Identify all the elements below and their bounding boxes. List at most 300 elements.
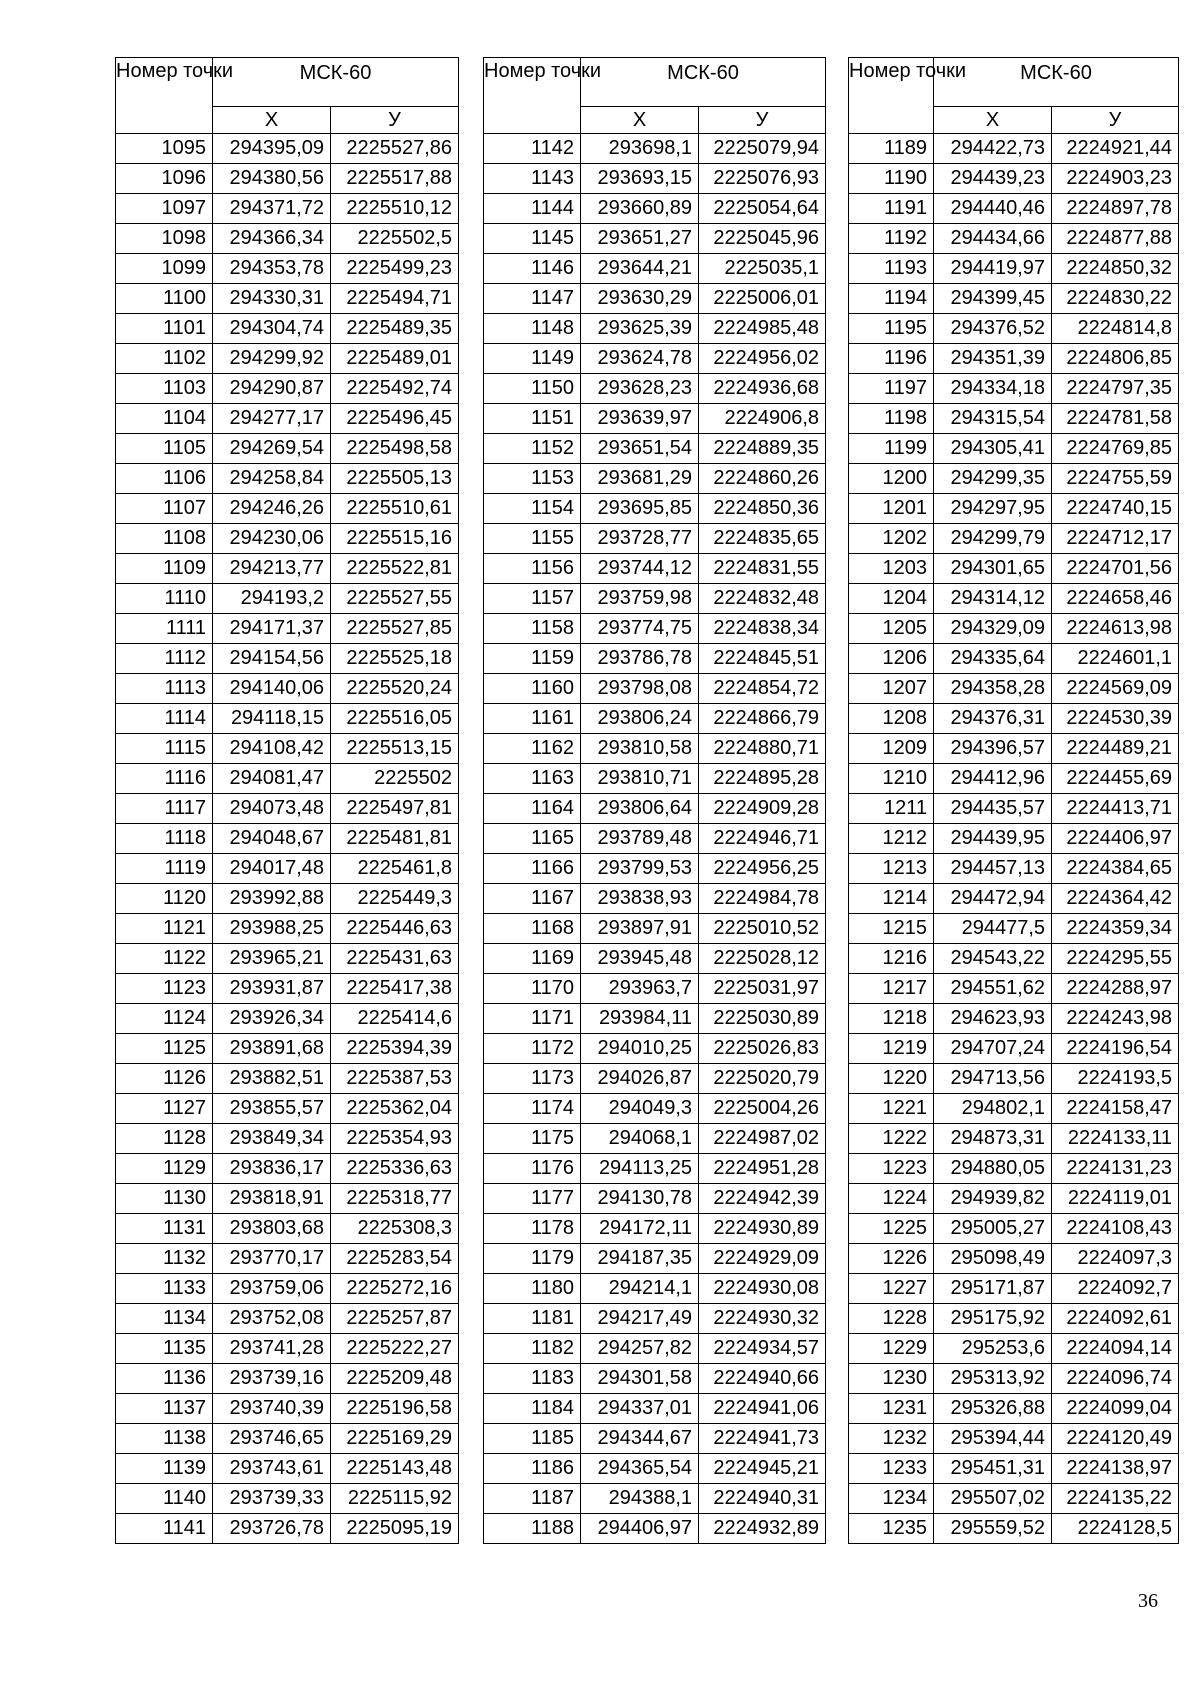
point-number-cell: 1136: [116, 1364, 213, 1394]
table-row: [116, 164, 459, 194]
table-row: [849, 1244, 1179, 1274]
point-number-cell: 1196: [849, 344, 934, 374]
point-number-cell: 1233: [849, 1454, 934, 1484]
x-coordinate-cell: 294477,5: [934, 914, 1052, 944]
table-row: [484, 1034, 826, 1064]
x-coordinate-cell: 294439,95: [934, 824, 1052, 854]
x-coordinate-cell: 294543,22: [934, 944, 1052, 974]
table-row: [116, 854, 459, 884]
x-coordinate-cell: 293740,39: [213, 1394, 331, 1424]
table-row: [484, 914, 826, 944]
x-coordinate-cell: 294551,62: [934, 974, 1052, 1004]
x-coordinate-cell: 293693,15: [581, 164, 699, 194]
point-number-cell: 1231: [849, 1394, 934, 1424]
x-coordinate-cell: 294330,31: [213, 284, 331, 314]
point-number-cell: 1208: [849, 704, 934, 734]
y-coordinate-cell: 2224406,97: [1052, 824, 1179, 854]
point-number-cell: 1116: [116, 764, 213, 794]
table-row: [849, 734, 1179, 764]
x-coordinate-cell: 294440,46: [934, 194, 1052, 224]
point-number-cell: 1098: [116, 224, 213, 254]
x-coordinate-cell: 294353,78: [213, 254, 331, 284]
table-row: [116, 1154, 459, 1184]
table-row: [484, 734, 826, 764]
point-number-cell: 1202: [849, 524, 934, 554]
x-header: Х: [934, 107, 1052, 134]
point-number-cell: 1127: [116, 1094, 213, 1124]
x-coordinate-cell: 293849,34: [213, 1124, 331, 1154]
y-coordinate-cell: 2224099,04: [1052, 1394, 1179, 1424]
point-number-cell: 1221: [849, 1094, 934, 1124]
x-coordinate-cell: 294880,05: [934, 1154, 1052, 1184]
y-coordinate-cell: 2225496,45: [331, 404, 459, 434]
point-number-cell: 1194: [849, 284, 934, 314]
y-coordinate-cell: 2224133,11: [1052, 1124, 1179, 1154]
y-coordinate-cell: 2225417,38: [331, 974, 459, 1004]
x-coordinate-cell: 293726,78: [213, 1514, 331, 1544]
x-coordinate-cell: 294214,1: [581, 1274, 699, 1304]
x-coordinate-cell: 293681,29: [581, 464, 699, 494]
x-coordinate-cell: 294301,65: [934, 554, 1052, 584]
point-number-cell: 1138: [116, 1424, 213, 1454]
x-coordinate-cell: 293988,25: [213, 914, 331, 944]
x-coordinate-cell: 293838,93: [581, 884, 699, 914]
table-row: [484, 794, 826, 824]
y-coordinate-cell: 2224806,85: [1052, 344, 1179, 374]
table-row: [116, 1214, 459, 1244]
y-coordinate-cell: 2224906,8: [699, 404, 826, 434]
x-coordinate-cell: 294217,49: [581, 1304, 699, 1334]
point-number-cell: 1175: [484, 1124, 581, 1154]
table-row: [849, 434, 1179, 464]
table-row: [484, 1424, 826, 1454]
table-row: [849, 944, 1179, 974]
point-number-cell: 1132: [116, 1244, 213, 1274]
point-number-cell: 1114: [116, 704, 213, 734]
x-coordinate-cell: 294017,48: [213, 854, 331, 884]
y-coordinate-cell: 2225004,26: [699, 1094, 826, 1124]
y-coordinate-cell: 2224413,71: [1052, 794, 1179, 824]
point-number-cell: 1143: [484, 164, 581, 194]
x-coordinate-cell: 295507,02: [934, 1484, 1052, 1514]
x-coordinate-cell: 294713,56: [934, 1064, 1052, 1094]
point-number-cell: 1156: [484, 554, 581, 584]
x-coordinate-cell: 294290,87: [213, 374, 331, 404]
y-coordinate-cell: 2224288,97: [1052, 974, 1179, 1004]
table-row: [849, 404, 1179, 434]
y-coordinate-cell: 2224936,68: [699, 374, 826, 404]
x-coordinate-cell: 294399,45: [934, 284, 1052, 314]
coordinate-system-header: МСК-60: [213, 58, 459, 107]
x-coordinate-cell: 293891,68: [213, 1034, 331, 1064]
y-coordinate-cell: 2225196,58: [331, 1394, 459, 1424]
point-number-cell: 1193: [849, 254, 934, 284]
point-number-cell: 1181: [484, 1304, 581, 1334]
y-coordinate-cell: 2225209,48: [331, 1364, 459, 1394]
x-coordinate-cell: 294010,25: [581, 1034, 699, 1064]
point-number-cell: 1142: [484, 134, 581, 164]
y-coordinate-cell: 2225520,24: [331, 674, 459, 704]
point-number-cell: 1148: [484, 314, 581, 344]
x-coordinate-cell: 293739,16: [213, 1364, 331, 1394]
x-coordinate-cell: 294301,58: [581, 1364, 699, 1394]
table-row: [849, 1394, 1179, 1424]
table-row: [116, 674, 459, 704]
table-row: [849, 194, 1179, 224]
point-number-cell: 1182: [484, 1334, 581, 1364]
table-row: [116, 1094, 459, 1124]
x-coordinate-cell: 293965,21: [213, 944, 331, 974]
point-number-cell: 1133: [116, 1274, 213, 1304]
y-coordinate-cell: 2225502: [331, 764, 459, 794]
point-number-cell: 1128: [116, 1124, 213, 1154]
point-number-cell: 1157: [484, 584, 581, 614]
table-row: [849, 1004, 1179, 1034]
table-row: [849, 764, 1179, 794]
point-number-cell: 1160: [484, 674, 581, 704]
x-coordinate-cell: 294140,06: [213, 674, 331, 704]
y-coordinate-cell: 2224092,7: [1052, 1274, 1179, 1304]
x-coordinate-cell: 295451,31: [934, 1454, 1052, 1484]
point-number-cell: 1213: [849, 854, 934, 884]
point-number-cell: 1122: [116, 944, 213, 974]
point-number-cell: 1219: [849, 1034, 934, 1064]
x-coordinate-cell: 293789,48: [581, 824, 699, 854]
y-coordinate-cell: 2224769,85: [1052, 434, 1179, 464]
point-number-cell: 1210: [849, 764, 934, 794]
point-number-cell: 1152: [484, 434, 581, 464]
table-row: [484, 1364, 826, 1394]
table-row: [849, 1124, 1179, 1154]
table-row: [484, 644, 826, 674]
point-number-cell: 1230: [849, 1364, 934, 1394]
table-row: [849, 884, 1179, 914]
y-header: У: [1052, 107, 1179, 134]
x-coordinate-cell: 293628,23: [581, 374, 699, 404]
point-number-cell: 1097: [116, 194, 213, 224]
table-row: [116, 554, 459, 584]
y-coordinate-cell: 2224092,61: [1052, 1304, 1179, 1334]
y-coordinate-cell: 2224489,21: [1052, 734, 1179, 764]
y-coordinate-cell: 2225414,6: [331, 1004, 459, 1034]
table-row: [849, 1334, 1179, 1364]
point-number-cell: 1095: [116, 134, 213, 164]
point-number-cell: 1151: [484, 404, 581, 434]
table-row: [484, 1214, 826, 1244]
table-row: [484, 704, 826, 734]
x-coordinate-cell: 294388,1: [581, 1484, 699, 1514]
y-coordinate-cell: 2225026,83: [699, 1034, 826, 1064]
y-coordinate-cell: 2224364,42: [1052, 884, 1179, 914]
point-number-cell: 1101: [116, 314, 213, 344]
point-number-cell: 1153: [484, 464, 581, 494]
point-number-cell: 1155: [484, 524, 581, 554]
y-coordinate-cell: 2224929,09: [699, 1244, 826, 1274]
y-coordinate-cell: 2224097,3: [1052, 1244, 1179, 1274]
point-number-cell: 1135: [116, 1334, 213, 1364]
x-coordinate-cell: 293744,12: [581, 554, 699, 584]
coordinates-table-2: [483, 57, 826, 1544]
table-row: [849, 314, 1179, 344]
table-row: [484, 614, 826, 644]
x-coordinate-cell: 293803,68: [213, 1214, 331, 1244]
table-row: [484, 824, 826, 854]
x-coordinate-cell: 294395,09: [213, 134, 331, 164]
point-number-cell: 1225: [849, 1214, 934, 1244]
y-coordinate-cell: 2224903,23: [1052, 164, 1179, 194]
y-coordinate-cell: 2224934,57: [699, 1334, 826, 1364]
y-coordinate-cell: 2225020,79: [699, 1064, 826, 1094]
y-coordinate-cell: 2224932,89: [699, 1514, 826, 1544]
y-coordinate-cell: 2224712,17: [1052, 524, 1179, 554]
y-coordinate-cell: 2224120,49: [1052, 1424, 1179, 1454]
point-number-cell: 1223: [849, 1154, 934, 1184]
y-coordinate-cell: 2225035,1: [699, 254, 826, 284]
y-coordinate-cell: 2224096,74: [1052, 1364, 1179, 1394]
x-coordinate-cell: 293741,28: [213, 1334, 331, 1364]
point-number-cell: 1165: [484, 824, 581, 854]
table-row: [116, 1304, 459, 1334]
x-coordinate-cell: 294439,23: [934, 164, 1052, 194]
table-row: [849, 464, 1179, 494]
table-row: [484, 674, 826, 704]
point-number-cell: 1217: [849, 974, 934, 1004]
y-coordinate-cell: 2225498,58: [331, 434, 459, 464]
point-number-cell: 1162: [484, 734, 581, 764]
x-coordinate-cell: 294396,57: [934, 734, 1052, 764]
table-row: [116, 1394, 459, 1424]
table-row: [849, 974, 1179, 1004]
point-number-cell: 1103: [116, 374, 213, 404]
table-row: [484, 1094, 826, 1124]
y-coordinate-cell: 2225489,35: [331, 314, 459, 344]
x-coordinate-cell: 293806,64: [581, 794, 699, 824]
y-coordinate-cell: 2224946,71: [699, 824, 826, 854]
y-coordinate-cell: 2225318,77: [331, 1184, 459, 1214]
y-coordinate-cell: 2224797,35: [1052, 374, 1179, 404]
point-number-cell: 1111: [116, 614, 213, 644]
x-coordinate-cell: 293651,54: [581, 434, 699, 464]
x-coordinate-cell: 294314,12: [934, 584, 1052, 614]
table-row: [116, 1184, 459, 1214]
table-row: [484, 1004, 826, 1034]
x-coordinate-cell: 294376,31: [934, 704, 1052, 734]
x-coordinate-cell: 294351,39: [934, 344, 1052, 374]
table-row: [484, 974, 826, 1004]
x-coordinate-cell: 294376,52: [934, 314, 1052, 344]
table-row: [484, 284, 826, 314]
point-number-cell: 1118: [116, 824, 213, 854]
x-coordinate-cell: 293746,65: [213, 1424, 331, 1454]
table-row: [116, 1484, 459, 1514]
y-coordinate-cell: 2224921,44: [1052, 134, 1179, 164]
x-coordinate-cell: 294299,79: [934, 524, 1052, 554]
table-row: [484, 854, 826, 884]
table-row: [849, 704, 1179, 734]
y-coordinate-cell: 2224569,09: [1052, 674, 1179, 704]
y-coordinate-cell: 2225513,15: [331, 734, 459, 764]
y-coordinate-cell: 2224941,73: [699, 1424, 826, 1454]
point-number-cell: 1115: [116, 734, 213, 764]
y-coordinate-cell: 2224740,15: [1052, 494, 1179, 524]
table-row: [849, 584, 1179, 614]
point-number-cell: 1195: [849, 314, 934, 344]
point-number-cell: 1113: [116, 674, 213, 704]
table-row: [116, 1454, 459, 1484]
point-number-cell: 1104: [116, 404, 213, 434]
table-row: [849, 914, 1179, 944]
table-row: [484, 254, 826, 284]
point-number-cell: 1140: [116, 1484, 213, 1514]
x-coordinate-cell: 294707,24: [934, 1034, 1052, 1064]
x-coordinate-cell: 293798,08: [581, 674, 699, 704]
x-coordinate-cell: 293695,85: [581, 494, 699, 524]
y-coordinate-cell: 2224455,69: [1052, 764, 1179, 794]
y-coordinate-cell: 2225431,63: [331, 944, 459, 974]
y-coordinate-cell: 2225031,97: [699, 974, 826, 1004]
x-coordinate-cell: 293882,51: [213, 1064, 331, 1094]
x-coordinate-cell: 293836,17: [213, 1154, 331, 1184]
x-coordinate-cell: 294258,84: [213, 464, 331, 494]
x-coordinate-cell: 294299,92: [213, 344, 331, 374]
y-coordinate-cell: 2225362,04: [331, 1094, 459, 1124]
coordinate-system-header: МСК-60: [581, 58, 826, 107]
table-row: [116, 1274, 459, 1304]
point-number-cell: 1124: [116, 1004, 213, 1034]
x-coordinate-cell: 295326,88: [934, 1394, 1052, 1424]
point-number-cell: 1123: [116, 974, 213, 1004]
table-row: [484, 194, 826, 224]
point-number-cell: 1192: [849, 224, 934, 254]
y-coordinate-cell: 2224877,88: [1052, 224, 1179, 254]
x-coordinate-cell: 294171,37: [213, 614, 331, 644]
x-coordinate-cell: 294315,54: [934, 404, 1052, 434]
point-number-cell: 1150: [484, 374, 581, 404]
point-number-cell: 1171: [484, 1004, 581, 1034]
table-row: [849, 674, 1179, 704]
x-coordinate-cell: 293931,87: [213, 974, 331, 1004]
table-row: [849, 1484, 1179, 1514]
table-row: [116, 1244, 459, 1274]
x-coordinate-cell: 293786,78: [581, 644, 699, 674]
x-coordinate-cell: 293743,61: [213, 1454, 331, 1484]
x-coordinate-cell: 294130,78: [581, 1184, 699, 1214]
x-coordinate-cell: 294802,1: [934, 1094, 1052, 1124]
table-row: [116, 734, 459, 764]
x-coordinate-cell: 294108,42: [213, 734, 331, 764]
y-coordinate-cell: 2225257,87: [331, 1304, 459, 1334]
y-coordinate-cell: 2224945,21: [699, 1454, 826, 1484]
x-coordinate-cell: 293651,27: [581, 224, 699, 254]
y-coordinate-cell: 2225394,39: [331, 1034, 459, 1064]
table-row: [116, 1034, 459, 1064]
point-number-cell: 1110: [116, 584, 213, 614]
table-row: [849, 1214, 1179, 1244]
table-row: [484, 584, 826, 614]
y-coordinate-cell: 2224940,66: [699, 1364, 826, 1394]
x-coordinate-cell: 294371,72: [213, 194, 331, 224]
table-row: [116, 404, 459, 434]
table-row: [484, 314, 826, 344]
point-number-cell: 1154: [484, 494, 581, 524]
point-number-cell: 1206: [849, 644, 934, 674]
y-coordinate-cell: 2225045,96: [699, 224, 826, 254]
y-coordinate-cell: 2224956,02: [699, 344, 826, 374]
y-coordinate-cell: 2224701,56: [1052, 554, 1179, 584]
x-coordinate-cell: 294365,54: [581, 1454, 699, 1484]
table-row: [849, 644, 1179, 674]
table-row: [116, 524, 459, 554]
y-coordinate-cell: 2224897,78: [1052, 194, 1179, 224]
x-coordinate-cell: 295175,92: [934, 1304, 1052, 1334]
point-number-cell: 1149: [484, 344, 581, 374]
y-coordinate-cell: 2224942,39: [699, 1184, 826, 1214]
point-number-cell: 1232: [849, 1424, 934, 1454]
x-coordinate-cell: 293855,57: [213, 1094, 331, 1124]
point-number-cell: 1174: [484, 1094, 581, 1124]
point-number-cell: 1222: [849, 1124, 934, 1154]
table-row: [116, 944, 459, 974]
y-coordinate-cell: 2225143,48: [331, 1454, 459, 1484]
table-row: [849, 854, 1179, 884]
y-coordinate-cell: 2224196,54: [1052, 1034, 1179, 1064]
point-number-cell: 1200: [849, 464, 934, 494]
y-coordinate-cell: 2225006,01: [699, 284, 826, 314]
y-coordinate-cell: 2224359,34: [1052, 914, 1179, 944]
table-row: [484, 224, 826, 254]
y-coordinate-cell: 2224530,39: [1052, 704, 1179, 734]
table-row: [849, 254, 1179, 284]
y-coordinate-cell: 2224930,08: [699, 1274, 826, 1304]
table-row: [116, 254, 459, 284]
y-coordinate-cell: 2225336,63: [331, 1154, 459, 1184]
table-row: [116, 614, 459, 644]
x-coordinate-cell: 294434,66: [934, 224, 1052, 254]
point-number-cell: 1228: [849, 1304, 934, 1334]
table-row: [116, 1424, 459, 1454]
x-coordinate-cell: 294113,25: [581, 1154, 699, 1184]
table-row: [116, 1124, 459, 1154]
x-coordinate-cell: 294257,82: [581, 1334, 699, 1364]
x-coordinate-cell: 293984,11: [581, 1004, 699, 1034]
table-row: [849, 1514, 1179, 1544]
x-coordinate-cell: 294623,93: [934, 1004, 1052, 1034]
table-row: [484, 1274, 826, 1304]
table-row: [116, 584, 459, 614]
point-number-cell: 1218: [849, 1004, 934, 1034]
point-number-cell: 1159: [484, 644, 581, 674]
point-number-cell: 1184: [484, 1394, 581, 1424]
point-number-cell: 1188: [484, 1514, 581, 1544]
x-coordinate-cell: 293630,29: [581, 284, 699, 314]
point-number-cell: 1177: [484, 1184, 581, 1214]
x-coordinate-cell: 294172,11: [581, 1214, 699, 1244]
coordinate-system-header: МСК-60: [934, 58, 1179, 107]
table-row: [116, 1364, 459, 1394]
table-row: [849, 1274, 1179, 1304]
page-number: 36: [1138, 1590, 1158, 1612]
point-number-cell: 1199: [849, 434, 934, 464]
y-coordinate-cell: 2224831,55: [699, 554, 826, 584]
y-coordinate-cell: 2225222,27: [331, 1334, 459, 1364]
point-number-cell: 1163: [484, 764, 581, 794]
x-coordinate-cell: 295559,52: [934, 1514, 1052, 1544]
y-coordinate-cell: 2224108,43: [1052, 1214, 1179, 1244]
table-row: [116, 644, 459, 674]
point-number-cell: 1129: [116, 1154, 213, 1184]
y-coordinate-cell: 2224860,26: [699, 464, 826, 494]
coordinates-table-3: [848, 57, 1179, 1544]
